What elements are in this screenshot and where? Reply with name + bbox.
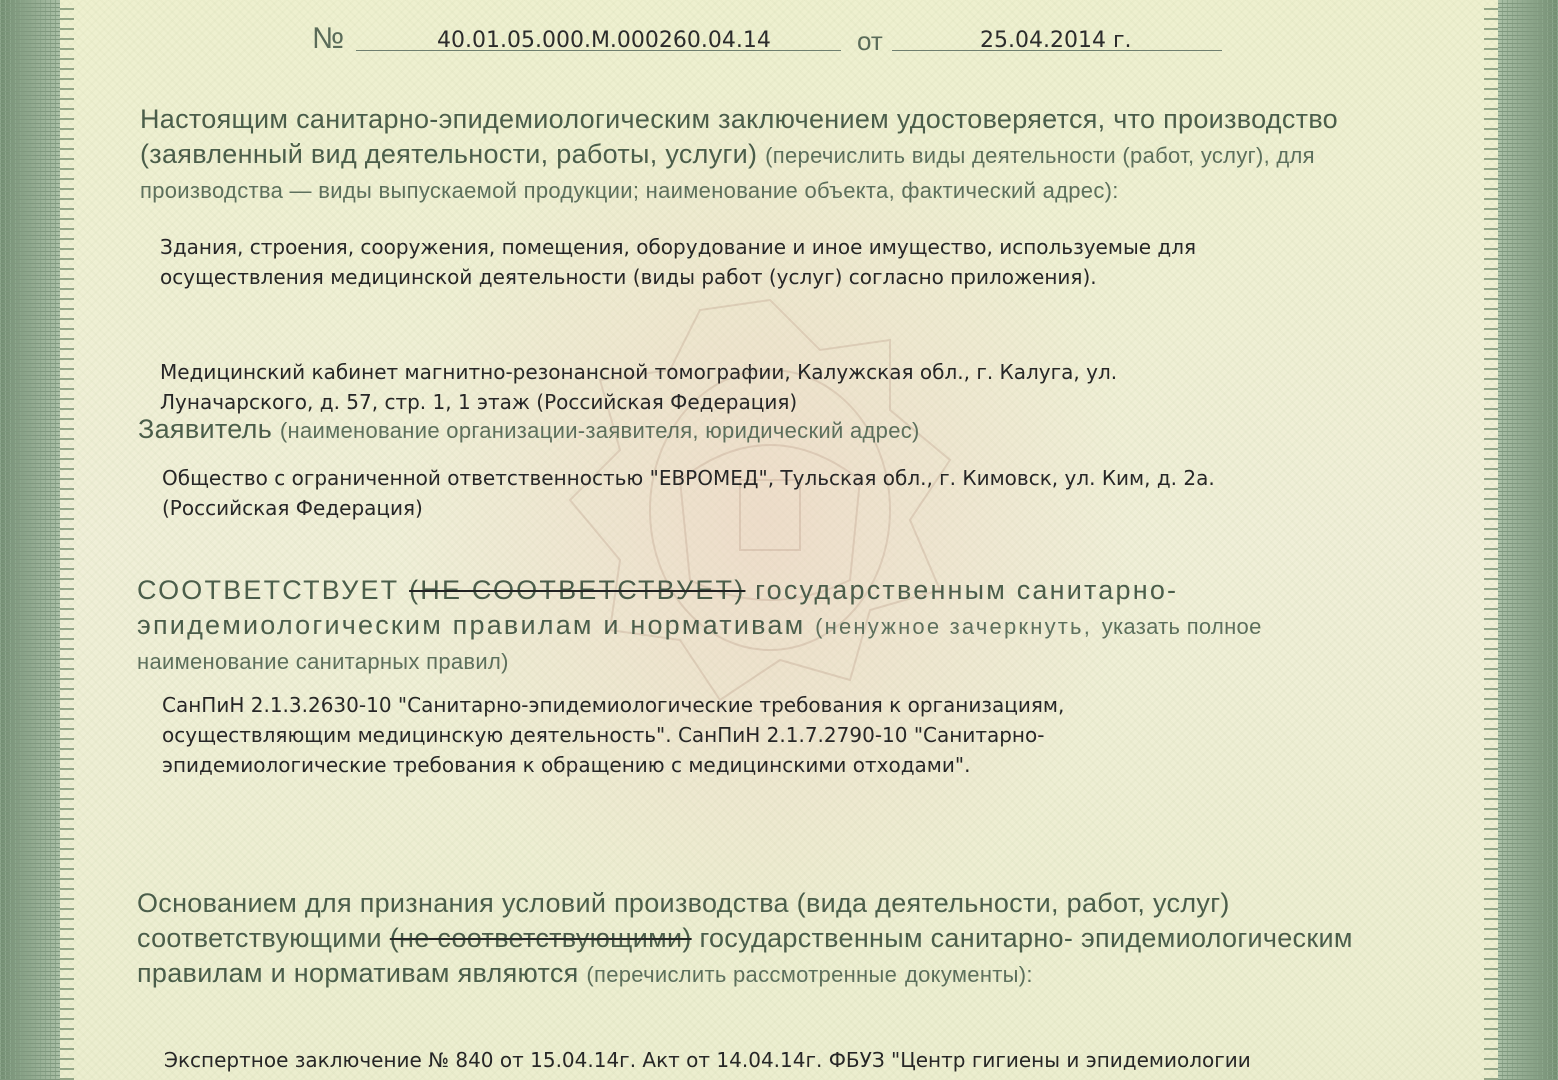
applicant-line-2: (Российская Федерация) (162, 496, 423, 520)
basis-line-3: эпидемиологическим правилам и нормативам являются (137, 923, 1353, 988)
applicant-heading (138, 412, 1388, 447)
object-line-2: Луначарского, д. 57, стр. 1, 1 этаж (Российская Федерация) (160, 390, 798, 414)
conformity-word: СООТВЕТСТВУЕТ (137, 575, 400, 605)
certificate-date: 25.04.2014 г. (980, 28, 1132, 53)
basis-hint-1: (перечислить рассмотренные (586, 962, 898, 987)
production-line-1: Здания, строения, сооружения, помещения, оборудование и иное имущество, используемые для (160, 235, 1197, 259)
border-pattern-right (1484, 0, 1498, 1080)
basis-hint-2: документы): (904, 962, 1033, 987)
certificate-number: 40.01.05.000.М.000260.04.14 (437, 28, 771, 53)
object-line-1: Медицинский кабинет магнитно-резонансной томографии, Калужская обл., г. Калуга, ул. (160, 360, 1118, 384)
production-statement: Настоящим санитарно-эпидемиологическим заключением удостоверяется, что производство (заявленный вид деятельности, работы, услуги) (140, 104, 1338, 169)
border-pattern-left (60, 0, 74, 1080)
conformity-rest-1: государственным санитарно- (755, 575, 1179, 605)
rules-line-1: СанПиН 2.1.3.2630-10 "Санитарно-эпидемиологические требования к организациям, (162, 693, 1065, 717)
guilloche-border-right (1498, 0, 1558, 1080)
conformity-rest-2: эпидемиологическим правилам и нормативам (137, 610, 806, 640)
basis-heading (137, 886, 1397, 991)
number-sign: № (312, 22, 345, 55)
applicant-label: Заявитель (138, 414, 273, 444)
basis-struck: (не соответствующими) (389, 923, 692, 953)
production-line-2: осуществления медицинской деятельности (виды работ (услуг) согласно приложения). (160, 265, 1097, 289)
certificate-number-line (312, 22, 1222, 54)
conformity-heading (137, 573, 1397, 678)
basis-line-2a: услуг) соответствующими (137, 888, 1230, 953)
conformity-hint-2: указать полное наименование санитарных правил) (137, 614, 1262, 674)
production-hint: (перечислить виды деятельности (работ, услуг), для производства — виды выпускаемой продукции; наименование объекта, фактический адрес): (140, 143, 1315, 203)
rules-line-2: осуществляющим медицинскую деятельность". СанПиН 2.1.7.2790-10 "Санитарно- (162, 723, 1045, 747)
date-from-label: от (857, 26, 883, 56)
rules-line-3: эпидемиологические требования к обращению с медицинскими отходами". (162, 753, 971, 777)
basis-line-2b: государственным санитарно- (699, 923, 1074, 953)
applicant-line-1: Общество с ограниченной ответственностью "ЕВРОМЕД", Тульская обл., г. Кимовск, ул. Ким, д. 2а. (162, 466, 1215, 490)
conformity-hint-1: (ненужное зачеркнуть, (815, 614, 1093, 639)
applicant-hint: (наименование организации-заявителя, юридический адрес) (279, 418, 920, 443)
section-production-heading (140, 102, 1390, 207)
non-conformity-struck: (НЕ СООТВЕТСТВУЕТ) (409, 575, 746, 605)
guilloche-border-left (0, 0, 60, 1080)
basis-line-1: Основанием для признания условий производства (вида деятельности, работ, (137, 888, 1146, 918)
documents-line-1: Экспертное заключение № 840 от 15.04.14г. Акт от 14.04.14г. ФБУЗ "Центр гигиены и эпидемиологии (164, 1048, 1251, 1072)
